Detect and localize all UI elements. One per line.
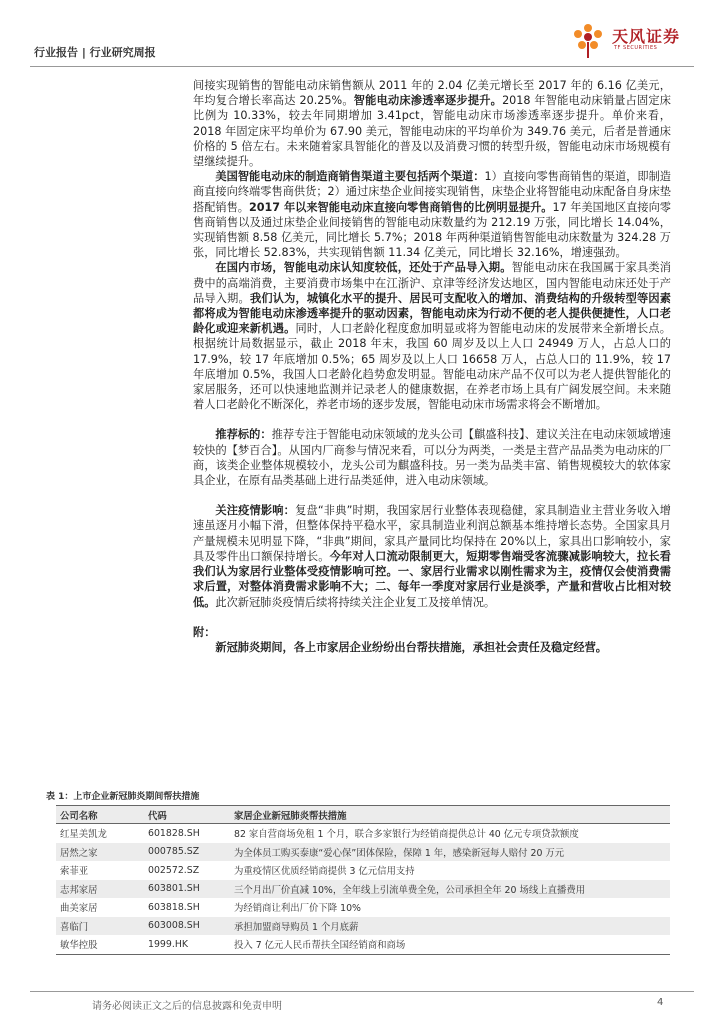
measure-cell: 承担加盟商导购员 1 个月底薪 <box>230 917 670 936</box>
text-segment: 同时，人口老龄化程度愈加明显或将为智能电动床的发展带来全新增长点。根据统计局数据显示，截止 2018 年末，我国 60 周岁及以上人口 24949 万人，占总人口的 17.9%，较 17 年底增加 0.5%；65 周岁及以上人口 16658 万人，占总人口的 11.9%，较 17 年底增加 0.5%，我国人口老龄化趋势愈发明显。智能电动床产品不仅可以为老人提供智能化的家居服务，还可以快速地监测并记录老人的健康数据，在养老市场上具有广阔发展空间。未来随着人口老龄化不断深化，养老市场的逐步发展，智能电动床市场需求将会不断增加。 <box>193 322 671 412</box>
company-name-cell: 居然之家 <box>56 843 144 862</box>
body-paragraph <box>193 640 671 655</box>
company-name-cell: 喜临门 <box>56 917 144 936</box>
relief-measures-table <box>56 805 670 955</box>
bold-text-segment: 智能电动床渗透率逐步提升。 <box>353 94 503 108</box>
company-name-cell: 红星美凯龙 <box>60 829 107 841</box>
page-header <box>0 0 724 70</box>
company-name-cell: 索菲亚 <box>60 866 89 878</box>
body-paragraph <box>193 169 671 260</box>
header-code: 代码 <box>144 806 230 824</box>
company-logo <box>568 20 698 60</box>
stock-code-cell: 002572.SZ <box>148 864 200 876</box>
table-row <box>56 843 670 862</box>
footer-divider <box>30 991 694 992</box>
measure-cell: 为重疫情区优质经销商提供 3 亿元信用支持 <box>234 866 415 878</box>
paragraph-spacer <box>193 412 671 427</box>
company-name-cell: 志邦家居 <box>56 880 144 899</box>
text-segment: 2018 年智能电动床销量占固定床比例为 10.33%，较去年同期增加 3.41pct，智能电动床市场渗透率逐步提升。单价来看，2018 年固定床平均单价为 67.90 美元，智能电动床的平均单价为 349.76 美元，后者是普通床价格的 5 倍左右。未来随着家具智能化的普及以及消费习惯的转型升级，智能电动床市场规模有望继续提升。 <box>193 94 671 169</box>
text-segment: 智能电动床在我国属于家具类消费中的高端消费，主要消费市场集中在江浙沪、京津等经济发达地区，国内智能电动床还处于产品导入期。 <box>193 261 671 305</box>
bold-text-segment: 新冠肺炎期间，各上市家居企业纷纷出台帮扶措施，承担社会责任及稳定经营。 <box>215 640 607 654</box>
bold-text-segment: 关注疫情影响： <box>215 504 296 518</box>
header-divider <box>30 66 694 67</box>
stock-code-cell: 603801.SH <box>144 880 230 899</box>
table-row <box>56 824 670 843</box>
text-segment: 推荐专注于智能电动床领域的龙头公司【麒盛科技】、建议关注在电动床领域增速较快的【梦百合】。从国内厂商参与情况来看，可以分为两类，一类是主营产品品类为电动床的厂商，该类企业整体规模较小，龙头公司为麒盛科技。另一类为品类丰富、销售规模较大的软体家具企业，在原有品类基础上进行品类延伸，进入电动床领域。 <box>193 428 671 488</box>
stock-code-cell: 603008.SH <box>144 917 230 936</box>
stock-code-cell: 1999.HK <box>144 935 230 954</box>
table-header-row <box>56 806 670 824</box>
measure-cell: 三个月出厂价直减 10%，全年线上引流单费全免，公司承担全年 20 场线上直播费用 <box>230 880 670 899</box>
bold-text-segment: 附： <box>193 625 216 639</box>
text-segment: 复盘“非典”时期，我国家居行业整体表现稳健，家具制造业主营业务收入增速虽逐月小幅下滑，但整体保持平稳水平，家具制造业利润总额基本维持增长态势。全国家具月产量规模未见明显下降，“非典”期间，家具产量同比均保持在 20%以上，家具出口影响较小，家具及零件出口额保持增长。 <box>193 504 671 563</box>
bold-text-segment: 美国智能电动床的制造商销售渠道主要包括两个渠道： <box>215 170 485 184</box>
text-segment: 17 年美国地区直接向零售商销售以及通过床垫企业间接销售的智能电动床数量约为 212.19 万张，同比增长 14.04%，实现销售额 8.58 亿美元，同比增长 5.7%；2018 年两种渠道销售智能电动床数量为 324.28 万张，同比增长 52.83%，共实现销售额 11.34 亿美元，同比增长 32.16%，增速强劲。 <box>193 200 671 260</box>
body-paragraph <box>193 427 671 488</box>
bold-text-segment: 推荐标的： <box>215 428 272 442</box>
paragraph-spacer <box>193 610 671 625</box>
stock-code-cell: 000785.SZ <box>144 843 230 862</box>
bold-text-segment: 我们认为，城镇化水平的提升、居民可支配收入的增加、消费结构的升级转型等因素都将成为智能电动床渗透率提升的驱动因素，智能电动床为行动不便的老人提供便捷性，人口老龄化或迎来新机遇。 <box>193 291 671 336</box>
table-row <box>56 880 670 899</box>
flower-logo-icon <box>568 20 608 60</box>
body-paragraph <box>193 625 671 640</box>
measure-cell: 投入 7 亿元人民币帮扶全国经销商和商场 <box>230 935 670 954</box>
table-row <box>56 935 670 954</box>
company-name-cell: 曲美家居 <box>60 903 98 915</box>
bold-text-segment: 2017 年以来智能电动床直接向零售商销售的比例明显提升。 <box>248 200 553 214</box>
stock-code-cell: 601828.SH <box>148 827 200 839</box>
company-name-cell: 敏华控股 <box>56 935 144 954</box>
page-number: 4 <box>657 997 664 1008</box>
body-paragraph <box>193 260 671 412</box>
measure-cell: 82 家自营商场免租 1 个月，联合多家银行为经销商提供总计 40 亿元专项贷款额度 <box>234 829 579 841</box>
logo-text: 天风证券 <box>612 27 681 46</box>
header-company: 公司名称 <box>56 806 144 824</box>
text-segment: 1）直接向零售商销售的渠道，即制造商直接向终端零售商供货；2）通过床垫企业间接实现销售，床垫企业将智能电动床配备自身床垫搭配销售。 <box>193 170 671 214</box>
body-paragraph <box>193 503 671 609</box>
bold-text-segment: 在国内市场，智能电动床认知度较低，还处于产品导入期。 <box>215 261 512 275</box>
logo-subtext: TF SECURITIES <box>614 45 658 51</box>
measure-cell: 为全体员工购买泰康“爱心保”团体保险，保障 1 年，感染新冠每人赔付 20 万元 <box>230 843 670 862</box>
report-body <box>193 78 671 655</box>
table-row <box>56 917 670 936</box>
bold-text-segment: 今年对人口流动限制更大，短期零售端受客流骤减影响较大，拉长看我们认为家居行业整体受疫情影响可控。一、家居行业需求以刚性需求为主，疫情仅会使消费需求后置，对整体消费需求影响不大；二、每年一季度对家居行业是淡季，产量和营收占比相对较低。 <box>193 549 671 609</box>
disclaimer-text: 请务必阅读正文之后的信息披露和免责申明 <box>92 1001 282 1012</box>
report-type-label: 行业报告 | 行业研究周报 <box>34 46 156 59</box>
text-segment: 间接实现销售的智能电动床销售额从 2011 年的 2.04 亿美元增长至 2017 年的 6.16 亿美元，年均复合增长率高达 20.25%。 <box>193 79 671 108</box>
header-measures: 家居企业新冠肺炎帮扶措施 <box>230 806 670 824</box>
paragraph-spacer <box>193 488 671 503</box>
body-paragraph <box>193 78 671 169</box>
table-row <box>56 861 670 880</box>
measure-cell: 为经销商让利出厂价下降 10% <box>234 903 361 915</box>
text-segment: 此次新冠肺炎疫情后续将持续关注企业复工及接单情况。 <box>215 595 496 609</box>
stock-code-cell: 603818.SH <box>148 901 200 913</box>
table-title: 表 1：上市企业新冠肺炎期间帮扶措施 <box>46 792 200 802</box>
table-row <box>56 898 670 917</box>
